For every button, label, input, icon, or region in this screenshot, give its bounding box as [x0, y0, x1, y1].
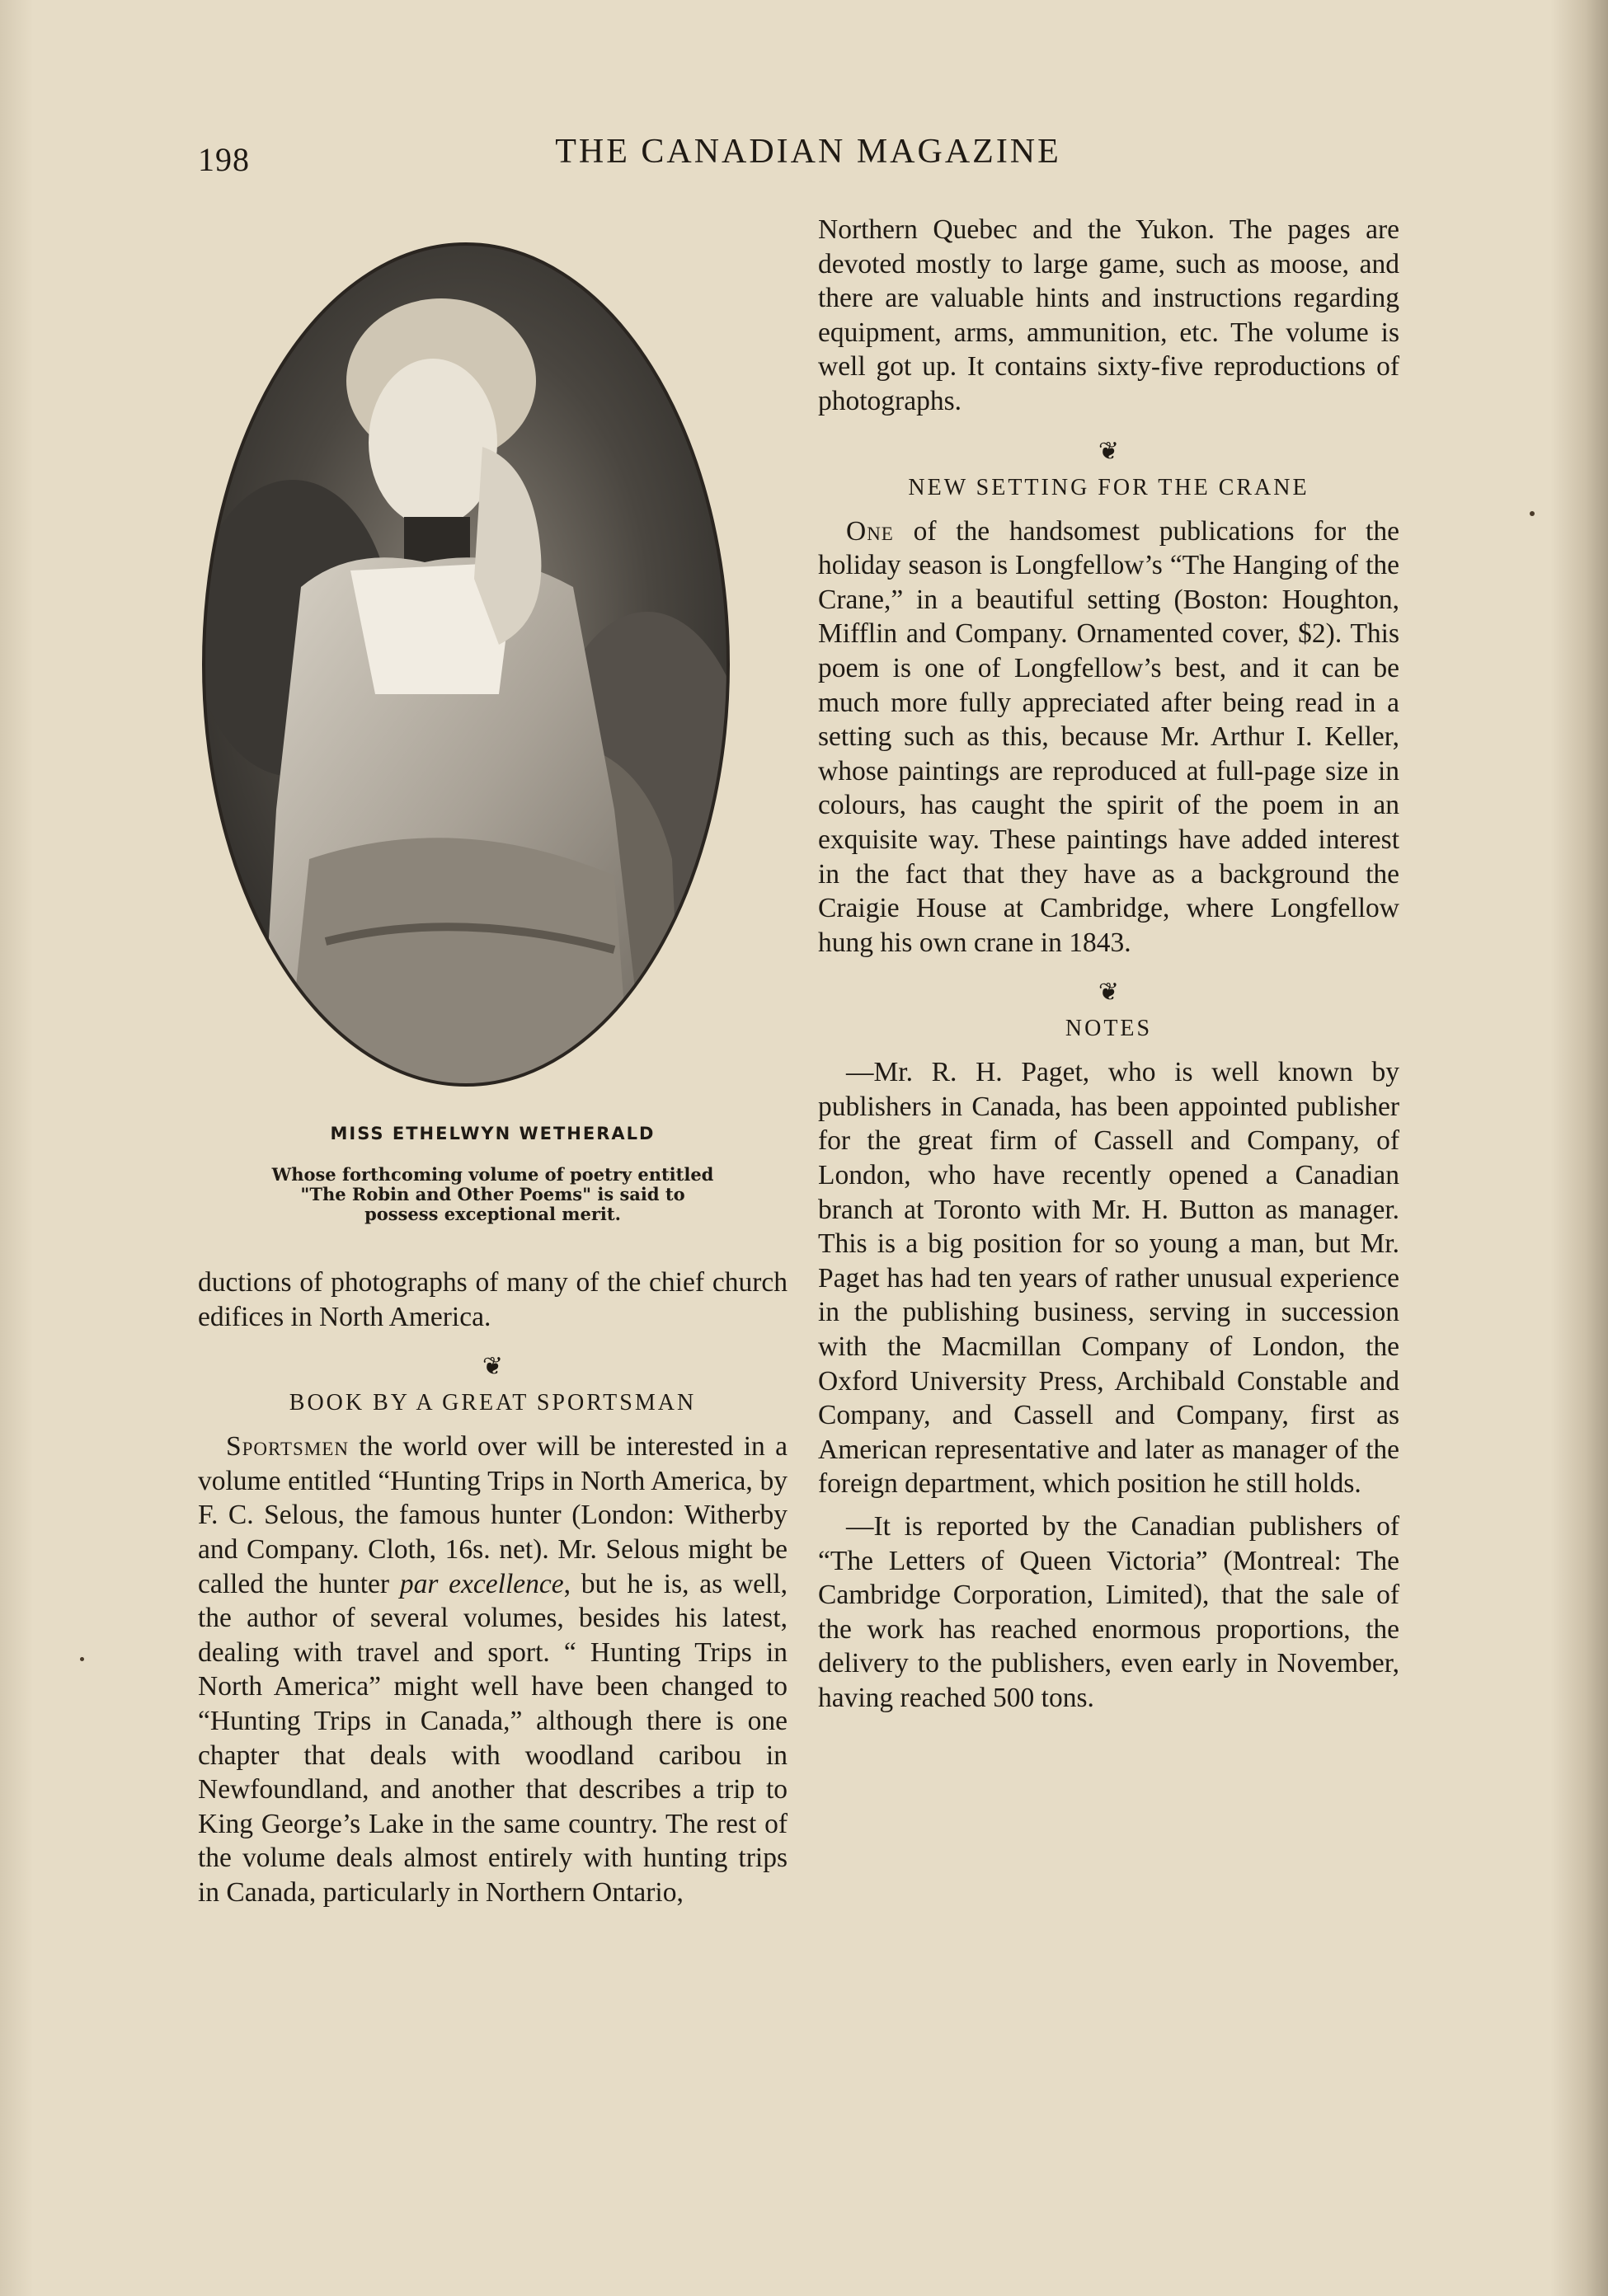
paper-speck [80, 1657, 84, 1661]
right-continuation-paragraph: Northern Quebec and the Yukon. The pages are devoted mostly to large game, such as moose, and there are valuable hints and instructions regarding equipment, arms, ammunition, etc. The volume is well got up. It contains sixty-five reproductions of photographs. [818, 214, 1399, 416]
right-column [818, 213, 1399, 1716]
page-shadow-right [1550, 0, 1608, 2296]
sportsman-paragraph [198, 1430, 788, 1909]
ornament-leaf-icon: ❦ [482, 1353, 504, 1381]
crane-paragraph [818, 514, 1399, 960]
crane-lead: One [846, 515, 894, 547]
section-heading-sportsman: BOOK BY A GREAT SPORTSMAN [289, 1390, 697, 1416]
left-continuation-paragraph: ductions of photographs of many of the chief church edifices in North America. [198, 1267, 788, 1332]
ornament-leaf-icon: ❦ [1098, 979, 1120, 1007]
sportsman-body-2: , but he is, as well, the author of several volumes, besides his latest, dealing with travel and sport. “ Hunting Trips in North America” might well have been changed to “Hunting Trips in Canada,” although there is one chapter that deals with woodland caribou in Newfoundland, and another that describes a trip to King George’s Lake in the same country. The rest of the volume deals almost entirely with hunting trips in Canada, particularly in Northern Ontario, [198, 1568, 788, 1908]
paper-speck [1530, 511, 1535, 516]
section-heading-notes: NOTES [1065, 1016, 1153, 1042]
page-shadow-left [0, 0, 33, 2296]
left-column [198, 1265, 788, 1910]
caption-text: Whose forthcoming volume of poetry entitled "The Robin and Other Poems" is said to possess exceptional merit. [271, 1164, 714, 1224]
sportsman-italic: par excellence [399, 1568, 564, 1599]
sportsman-body-1: the world over will be interested in a volume entitled “Hunting Trips in North America, by F. C. Selous, the famous hunter (London: Witherby and Company. Cloth, 16s. net). Mr. Selous might be called the hunter [198, 1431, 788, 1599]
ornament-leaf-icon: ❦ [1098, 437, 1120, 465]
caption-name: MISS ETHELWYN WETHERALD [330, 1124, 656, 1143]
page-header [198, 132, 1418, 190]
sportsman-lead: Sportsmen [226, 1431, 349, 1463]
photo-caption [198, 1124, 788, 1224]
section-heading-crane: NEW SETTING FOR THE CRANE [908, 474, 1309, 500]
running-title: THE CANADIAN MAGAZINE [555, 133, 1061, 171]
page-number: 198 [198, 141, 250, 178]
portrait-photograph [186, 232, 746, 1096]
crane-body: of the handsomest publications for the holiday season is Longfellow’s “The Hanging of the Crane,” in a beautiful setting (Boston: Houghton, Mifflin and Company. Ornamented cover, $2). This poem is one of Longfellow’s best, and it can be much more fully appreciated after being read in a setting such as this, because Mr. Arthur I. Keller, whose paintings are reproduced at full-page size in colours, has caught the spirit of the poem in an exquisite way. These paintings have added interest in the fact that they have as a background the Craigie House at Cambridge, where Longfellow hung his own crane in 1843. [818, 515, 1399, 958]
portrait-oval-svg [186, 232, 746, 1096]
notes-paragraph-1: —Mr. R. H. Paget, who is well known by publishers in Canada, has been appointed publisher for the great firm of Cassell and Company, of London, who have recently opened a Canadian branch at Toronto with Mr. H. Button as manager. This is a big position for so young a man, but Mr. Paget has had ten years of rather unusual experience in the publishing business, serving in succession with the Macmillan Company of London, the Oxford University Press, Archibald Constable and Company, and Cassell and Company, first as American representative and later as manager of the foreign department, which position he still holds. [818, 1057, 1399, 1500]
notes-paragraph-2: —It is reported by the Canadian publishers of “The Letters of Queen Victoria” (Montreal: The Cambridge Corporation, Limited), that the sale of the work has reached enormous proportions, the delivery to the publishers, even early in November, having reached 500 tons. [818, 1511, 1399, 1713]
